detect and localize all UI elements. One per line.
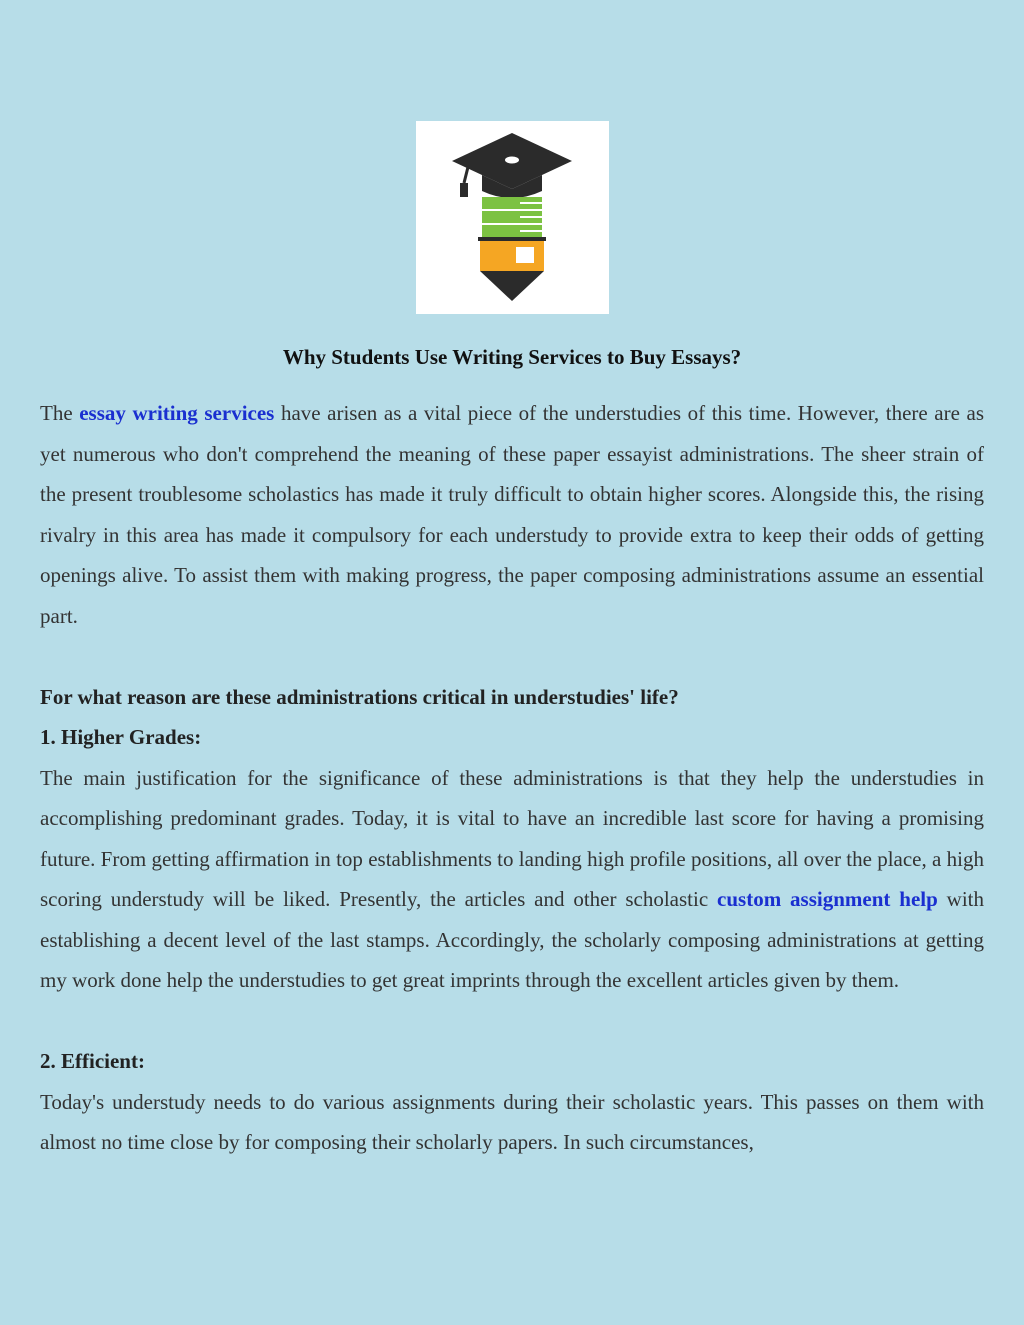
intro-prefix: The: [40, 401, 73, 425]
custom-assignment-help-link[interactable]: custom assignment help: [717, 887, 938, 911]
spacer: [40, 1001, 984, 1042]
question-heading: For what reason are these administrations critical in understudies' life?: [40, 684, 679, 709]
efficient-paragraph: Today's understudy needs to do various assignments during their scholastic years. This passes on them with almost no time close by for composing their scholarly papers. In such circumstances,: [40, 1089, 984, 1154]
intro-paragraph: [40, 393, 984, 636]
higher-grades-text-start: The main justification for the significance of these administrations is that they help the understudies in accomplishing predominant grades. Today, it is vital to have an incredible last score for having a promising future. From getting affirmation in top establishments to landing high profile positions, all over the place, a high scoring understudy will be liked. Presently, the articles and other scholastic: [40, 765, 984, 911]
page-title: Why Students Use Writing Services to Buy Essays?: [282, 345, 742, 369]
higher-grades-text-end: with establishing a decent level of the last stamps. Accordingly, the scholarly composing administrations at getting my work done help the understudies to get great imprints through the excellent articles given by them.: [40, 887, 985, 992]
spacer: [40, 636, 984, 677]
intro-text: have arisen as a vital piece of the understudies of this time. However, there are as yet numerous who don't comprehend the meaning of these paper essayist administrations. The sheer strain of the present troublesome scholastics has made it truly difficult to obtain higher scores. Alongside this, the rising rivalry in this area has made it compulsory for each understudy to provide extra to keep their odds of getting openings alive. To assist them with making progress, the paper composing administrations assume an essential part.: [40, 401, 984, 628]
section-heading-efficient: 2. Efficient:: [40, 1049, 145, 1073]
logo: [416, 121, 609, 314]
higher-grades-paragraph: [40, 758, 984, 1001]
essay-writing-services-link[interactable]: essay writing services: [79, 401, 275, 425]
section-heading-higher-grades: 1. Higher Grades:: [40, 725, 202, 749]
graduation-pencil-books-logo-icon: [416, 121, 609, 314]
document-body: [40, 393, 984, 1163]
